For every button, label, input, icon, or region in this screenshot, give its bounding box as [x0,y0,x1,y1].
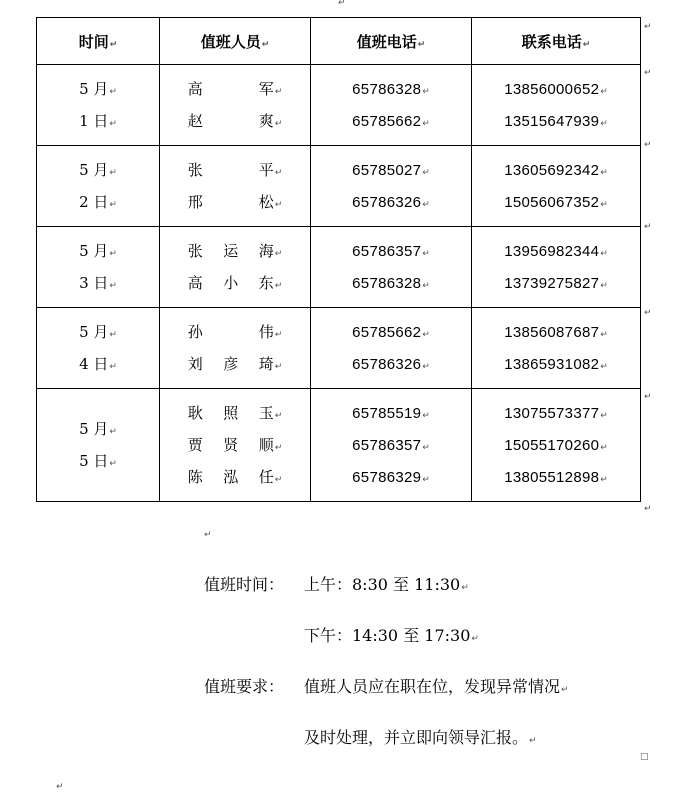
contact-phone-text: 13075573377 [504,405,600,422]
duty-notes [204,566,569,770]
duty-phone-text: 65786328 [352,275,422,292]
row-end-mark: ↵ [644,392,652,402]
row-end-mark: ↵ [644,222,652,232]
duty-requirement-text-2: 及时处理，并立即向领导汇报。 [304,728,529,747]
staff-text: 赵爽 [187,112,274,130]
row-end-mark: ↵ [644,22,652,32]
duty-phone-text: 65785027 [352,162,422,179]
contact-phone-text: 15055170260 [504,437,600,454]
duty-requirement-text-1: 值班人员应在职在位，发现异常情况 [304,677,561,696]
header-duty-phone: 值班电话↵ [311,18,472,65]
contact-phone-cell: 13856087687↵ 13865931082↵ [472,308,641,389]
staff-text: 高军 [187,80,274,98]
table-row [37,227,641,308]
contact-phone-cell: 13956982344↵ 13739275827↵ [472,227,641,308]
contact-phone-text: 13856000652 [504,81,600,98]
duty-phone-text: 65786357 [352,437,422,454]
staff-text: 张运海 [187,242,274,260]
staff-text: 陈泓任 [187,468,274,486]
staff-cell: 孙伟↵ 刘彦琦↵ [160,308,311,389]
staff-cell: 张运海↵ 高小东↵ [160,227,311,308]
table-header-row [37,18,641,65]
duty-time-morning: 上午：8:30 至 11:30 [304,575,461,594]
staff-text: 刘彦琦 [187,355,274,373]
duty-phone-text: 65786326 [352,356,422,373]
contact-phone-text: 15056067352 [504,194,600,211]
date-text: 1 日 [79,112,109,130]
duty-phone-text: 65786357 [352,243,422,260]
duty-phone-text: 65786329 [352,469,422,486]
date-cell: 5 月↵ 5 日↵ [37,389,160,502]
staff-cell: 高军↵ 赵爽↵ [160,65,311,146]
duty-phone-text: 65786328 [352,81,422,98]
duty-time-line: 值班时间： 上午：8:30 至 11:30↵ [204,566,569,617]
contact-phone-text: 13956982344 [504,243,600,260]
duty-phone-cell: 65785027↵ 65786326↵ [311,146,472,227]
duty-phone-cell: 65786357↵ 65786328↵ [311,227,472,308]
contact-phone-cell: 13856000652↵ 13515647939↵ [472,65,641,146]
date-text: 5 日 [79,452,109,470]
row-end-mark: ↵ [644,140,652,150]
duty-requirement-line-2: 及时处理，并立即向领导汇报。↵ [304,728,537,747]
staff-text: 耿照玉 [187,404,274,422]
staff-cell: 耿照玉↵ 贾贤顺↵ 陈泓任↵ [160,389,311,502]
row-end-mark: ↵ [644,68,652,78]
contact-phone-text: 13865931082 [504,356,600,373]
contact-phone-text: 13739275827 [504,275,600,292]
duty-time-afternoon: 下午：14:30 至 17:30 [304,626,471,645]
paragraph-mark: ↵ [56,782,64,792]
date-cell: 5 月↵ 1 日↵ [37,65,160,146]
staff-text: 张平 [187,161,274,179]
table-row [37,308,641,389]
duty-phone-text: 65785519 [352,405,422,422]
date-text: 5 月 [79,242,109,260]
table-row [37,65,641,146]
duty-phone-text: 65786326 [352,194,422,211]
row-end-mark: ↵ [644,308,652,318]
paragraph-mark: ↵ [338,0,346,8]
date-text: 3 日 [79,274,109,292]
duty-phone-cell: 65785519↵ 65786357↵ 65786329↵ [311,389,472,502]
duty-requirement-line: 值班要求： 值班人员应在职在位，发现异常情况↵ [204,668,569,719]
contact-phone-cell: 13075573377↵ 15055170260↵ 13805512898↵ [472,389,641,502]
paragraph-mark: ↵ [204,530,212,540]
duty-time-afternoon-line: 下午：14:30 至 17:30↵ [304,626,479,645]
header-time: 时间↵ [37,18,160,65]
contact-phone-text: 13515647939 [504,113,600,130]
table-row [37,389,641,502]
staff-text: 孙伟 [187,323,274,341]
date-text: 5 月 [79,323,109,341]
duty-roster-table [36,17,641,502]
date-text: 5 月 [79,161,109,179]
duty-requirement-label: 值班要求： [204,677,285,696]
date-cell: 5 月↵ 4 日↵ [37,308,160,389]
contact-phone-text: 13605692342 [504,162,600,179]
end-mark: □ [640,752,649,762]
duty-time-label: 值班时间： [204,575,285,594]
duty-phone-text: 65785662 [352,324,422,341]
date-text: 5 月 [79,420,109,438]
row-end-mark: ↵ [644,504,652,514]
date-text: 5 月 [79,80,109,98]
date-text: 4 日 [79,355,109,373]
header-staff: 值班人员↵ [160,18,311,65]
duty-phone-text: 65785662 [352,113,422,130]
staff-text: 贾贤顺 [187,436,274,454]
date-cell: 5 月↵ 2 日↵ [37,146,160,227]
staff-text: 高小东 [187,274,274,292]
duty-phone-cell: 65785662↵ 65786326↵ [311,308,472,389]
table-row [37,146,641,227]
date-cell: 5 月↵ 3 日↵ [37,227,160,308]
contact-phone-cell: 13605692342↵ 15056067352↵ [472,146,641,227]
staff-cell: 张平↵ 邢松↵ [160,146,311,227]
contact-phone-text: 13856087687 [504,324,600,341]
duty-phone-cell: 65786328↵ 65785662↵ [311,65,472,146]
header-contact-phone: 联系电话↵ [472,18,641,65]
contact-phone-text: 13805512898 [504,469,600,486]
date-text: 2 日 [79,193,109,211]
staff-text: 邢松 [187,193,274,211]
